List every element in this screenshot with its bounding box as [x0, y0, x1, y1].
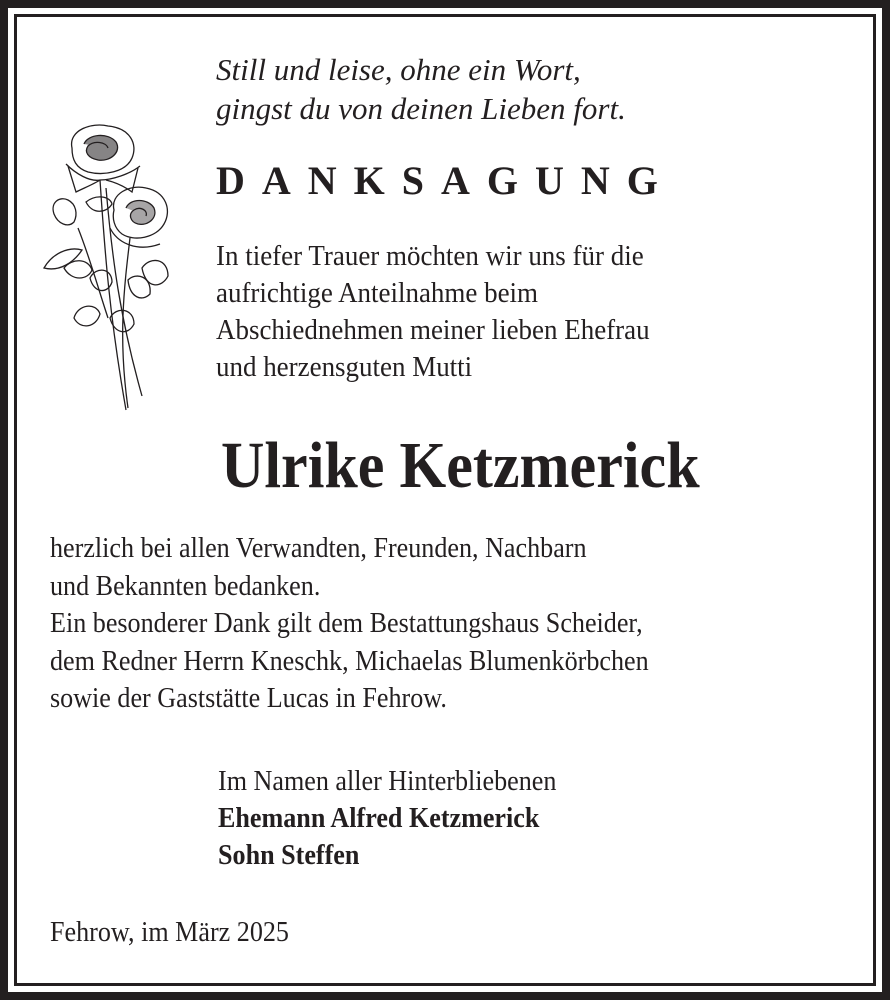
- intro-paragraph: [216, 238, 650, 386]
- body-line-5: sowie der Gaststätte Lucas in Fehrow.: [50, 682, 447, 714]
- body-line-4: dem Redner Herrn Kneschk, Michaelas Blumenkörbchen: [50, 644, 649, 677]
- thanks-paragraph: [50, 530, 649, 718]
- body-line-1: herzlich bei allen Verwandten, Freunden, Nachbarn: [50, 532, 587, 564]
- body-line-2: und Bekannten bedanken.: [50, 569, 321, 602]
- intro-line-2: aufrichtige Anteilnahme beim: [216, 277, 539, 309]
- motto-line-1: Still und leise, ohne ein Wort,: [216, 52, 581, 87]
- motto-line-2: gingst du von deinen Lieben fort.: [216, 91, 626, 126]
- intro-line-1: In tiefer Trauer möchten wir uns für die: [216, 240, 644, 272]
- body-line-3: Ein besonderer Dank gilt dem Bestattungshaus Scheider,: [50, 607, 643, 639]
- signature-block: [218, 763, 556, 874]
- signature-name-1: Ehemann Alfred Ketzmerick: [218, 802, 540, 834]
- intro-line-3: Abschiednehmen meiner lieben Ehefrau: [216, 314, 650, 346]
- rose-bouquet-icon: [38, 118, 178, 418]
- place-date: Fehrow, im März 2025: [50, 916, 289, 948]
- signature-name-2: Sohn Steffen: [218, 839, 360, 871]
- deceased-name: Ulrike Ketzmerick: [221, 429, 700, 502]
- intro-line-4: und herzensguten Mutti: [216, 351, 473, 383]
- signature-preface: Im Namen aller Hinterbliebenen: [218, 765, 557, 797]
- notice-title: DANKSAGUNG: [216, 158, 675, 203]
- motto-verse: [216, 50, 626, 128]
